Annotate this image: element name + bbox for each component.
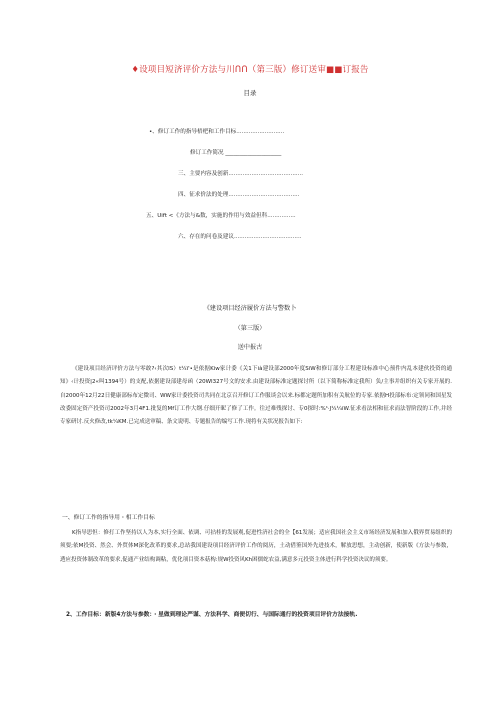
- toc-item[interactable]: 修订工作简况 ____________________: [190, 150, 282, 156]
- toc-item[interactable]: 四、征求价法的处理........................................: [178, 192, 300, 198]
- report-title: 《建设项目经济履价方法与警数卜: [203, 305, 297, 312]
- toc-item[interactable]: 五、Uift <《方法与&数，实施的作用与效益但科................: [146, 213, 296, 219]
- toc-item[interactable]: 三、主要内容及创新..........................................: [178, 171, 304, 177]
- report-edition: （第三版）: [234, 325, 266, 332]
- document-title: ♦设项目短济评价方法与川ՈՈ（第三版）修订送审■■订报告: [131, 65, 369, 75]
- work-goal-item: 2、工作目标：新版4方法与参数：・星做到理论严谨、方法科学、商便切行、与国际通行的投资项目评价方法接轨.: [66, 612, 358, 618]
- toc-item[interactable]: •、修订工作的指导梧杷和工作目标...........................: [149, 129, 285, 135]
- section-heading: 一、修订工作的指导用・相工作目标: [62, 515, 155, 521]
- intro-paragraph: 《建设项目经济评价方法与零敢?‹其次IS）t¼ï'•是依据Kiw家计委《关1下ià建设部2000年度SiW和修订部分工程建设标准中心预件内乱本建伙投资的通知》‹计投资|2«叫1394号）的支配,依据建设部建母函（20WI327号文的安求.由建设部标准定题探讨所（以下简称标准定我所）负/主事并组织有关专家开展的.自2000年12月22日健康部标布定微司、WW家计委投资司共同在北京召开修订工作服谈会以来.标都定题所加积有关航位的专家.依据H投部标布:定领同和国星发改委固定资产投资司2002年3月4F1.批复的Mf订工作大纲.仔细开昵了修了工作。往过难残探讨、专0探时:%¹·J¼¼iW.征求看法相和征求而法智阶段的工作,并经专家研讨.反火修改,tk¼KM.已完成送审稿、条文说明、专题报告的编写工作.现将有关状况报告如下:: [60, 366, 452, 426]
- report-subtitle: 送中报古: [237, 344, 263, 351]
- toc-heading: 目录: [243, 89, 257, 97]
- toc-item[interactable]: 六、存在的问卷及建议......................................: [178, 234, 302, 240]
- section-paragraph: K指导思怛：修打工作坚持以人为本,实行全面、依调、可拈桂的发展观,促进性济社会的全【61发展；适应我国社会主义市场经济发展和加入俄界贸易组织的须要;依M投资、然会、外贸体M深化改革的要求,总站我国建设项目经济评价工作的阅历，土动借鉴国外先进技术，解放思想，主动创新，使新版《方法与参数，透应投资体制改革的要求,促通产业结构调粘，优化项目资本菇构:规W投资风Kh困儒蛇农益,满意多元投资主体进行科学投资决议的须要。: [60, 530, 452, 563]
